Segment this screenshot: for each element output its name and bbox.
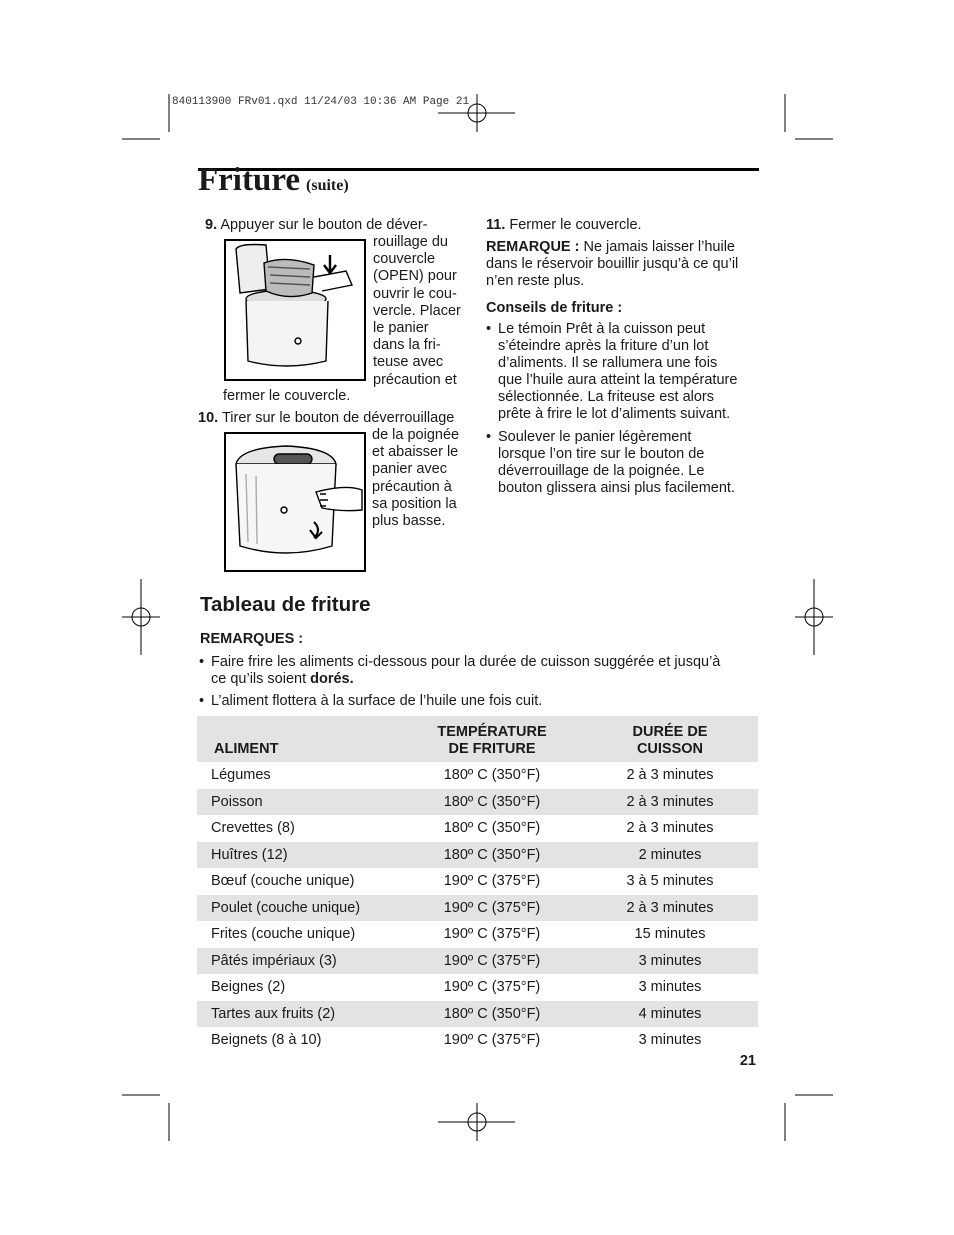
step-9-wrap-line: le panier [373,320,429,337]
table-row [197,815,758,842]
remark-line: Ne jamais laisser l’huile [583,239,735,255]
cell-time: 3 minutes [582,948,758,975]
table-row [197,789,758,816]
tip-line: bouton glissera ainsi plus facilement. [498,480,735,496]
step-10-number: 10. [198,410,219,426]
cell-temp: 190º C (375°F) [443,873,541,890]
cell-time: 2 minutes [582,842,758,869]
cell-time: 15 minutes [634,926,706,943]
note-line: • Faire frire les aliments ci-dessous pour la durée de cuisson suggérée et jusqu’à [211,654,721,670]
table-row [197,895,758,922]
tip-line: lorsque l’on tire sur le bouton de [498,446,705,462]
cell-temp: 190º C (375°F) [443,1032,541,1049]
step-9-wrap-line: couvercle [373,251,436,268]
step-10-wrap-line: plus basse. [372,513,446,530]
step-9-wrap-line: vercle. Placer [373,302,461,319]
step-10-text: Tirer sur le bouton de déverrouillage [221,410,455,426]
note-line: • L’aliment flottera à la surface de l’huile une fois cuit. [211,693,543,709]
tip-line: s’éteindre après la friture d’un lot [498,338,709,354]
header-temp-line: DE FRITURE [448,741,536,757]
table-row [197,948,758,975]
cell-time: 2 à 3 minutes [582,789,758,816]
cell-temp: 180º C (350°F) [402,789,582,816]
fryer-lower-basket-illustration [224,432,366,572]
remark-line: dans le réservoir bouillir jusqu’à ce qu’il [486,256,739,272]
section-title: Tableau de friture [200,593,371,616]
table-row [197,974,758,1001]
cell-food: Huîtres (12) [197,842,402,869]
cell-temp: 180º C (350°F) [402,1001,582,1028]
table-header-row [197,716,758,762]
cell-food: Bœuf (couche unique) [211,873,355,890]
cell-time: 2 à 3 minutes [626,767,714,784]
step-10-wrap-line: précaution à [372,478,452,495]
table-row [197,868,758,895]
step-9-wrap-line: (OPEN) pour [373,268,457,285]
cell-temp: 180º C (350°F) [443,767,541,784]
table-row [197,1001,758,1028]
remark-block [486,239,758,290]
table-row [197,921,758,948]
tip-bullet-2 [486,429,735,497]
tip-line: prête à frire le lot d’aliments suivant. [498,406,731,422]
step-9-after: fermer le couvercle. [223,388,351,404]
step-11-text: Fermer le couvercle. [509,217,642,233]
tip-line: déverrouillage de la poignée. Le [498,463,705,479]
cell-food: Frites (couche unique) [211,926,356,943]
tip-bullet-1 [486,321,737,423]
cell-food: Beignes (2) [211,979,286,996]
header-temp [402,716,582,762]
cell-temp: 190º C (375°F) [402,895,582,922]
remark-note-1 [199,654,720,688]
step-10-wrap-line: panier avec [372,461,447,478]
cell-food: Poisson [197,789,402,816]
frying-table [197,716,758,1054]
step-9-number: 9. [205,217,218,233]
header-time [582,716,758,762]
tip-line: que l’huile aura atteint la température [498,372,738,388]
title-subtitle: (suite) [306,177,349,194]
step-9-text: Appuyer sur le bouton de déver- [220,217,428,233]
tip-line: sélectionnée. La friteuse est alors [498,389,715,405]
step-9-wrap-line: ouvrir le cou- [373,285,457,302]
cell-time: 3 minutes [638,979,702,996]
cell-time: 3 minutes [638,1032,702,1049]
step-9-wrap [373,234,461,389]
cell-time: 2 à 3 minutes [582,895,758,922]
cell-temp: 180º C (350°F) [402,842,582,869]
remark-note-2 [199,693,542,710]
step-9-wrap-line: rouillage du [373,234,448,250]
step-9-wrap-line: dans la fri- [373,337,441,354]
cell-temp: 190º C (375°F) [443,979,541,996]
fryer-open-lid-illustration [224,239,366,381]
step-9-wrap-line: précaution et [373,371,457,388]
header-time-line: DURÉE DE [632,724,708,740]
cell-food: Beignets (8 à 10) [211,1032,322,1049]
step-10-wrap-line: sa position la [372,495,457,512]
step-11-number: 11. [486,217,506,233]
step-10-wrap-line: et abaisser le [372,444,459,461]
note-line: ce qu’ils soient [211,671,307,687]
remark-line: n’en reste plus. [486,273,585,289]
cell-food: Tartes aux fruits (2) [197,1001,402,1028]
title-text: Friture [198,162,301,198]
cell-food: Poulet (couche unique) [197,895,402,922]
header-food: ALIMENT [197,716,402,762]
cell-time: 4 minutes [582,1001,758,1028]
cell-time: 2 à 3 minutes [626,820,714,837]
cell-time: 3 à 5 minutes [626,873,714,890]
file-slug: 840113900 FRv01.qxd 11/24/03 10:36 AM Page 21 [172,96,470,108]
table-row [197,762,758,789]
cell-food: Crevettes (8) [211,820,295,837]
step-10-line1 [198,410,454,427]
cell-food: Légumes [211,767,271,784]
header-time-line: CUISSON [636,741,704,757]
tip-line: d’aliments. Il se rallumera une fois [498,355,718,371]
page-number: 21 [739,1053,756,1069]
tip-line: • Soulever le panier légèrement [498,429,692,445]
remarks-label: REMARQUES : [200,631,304,647]
step-10-wrap [372,427,459,530]
step-9-wrap-line: teuse avec [373,354,444,371]
step-10-wrap-line: de la poignée [372,427,460,443]
remark-label: REMARQUE : [486,239,580,255]
tip-line: • Le témoin Prêt à la cuisson peut [498,321,706,337]
table-row [197,842,758,869]
cell-temp: 180º C (350°F) [443,820,541,837]
cell-temp: 190º C (375°F) [402,948,582,975]
tips-heading: Conseils de friture : [486,300,623,316]
cell-food: Pâtés impériaux (3) [197,948,402,975]
page-title [198,162,349,199]
table-row [197,1027,758,1054]
header-temp-line: TEMPÉRATURE [437,724,547,740]
step-9-line1 [205,217,427,234]
cell-temp: 190º C (375°F) [443,926,541,943]
note-bold: dorés. [310,671,354,687]
step-11 [486,217,642,234]
